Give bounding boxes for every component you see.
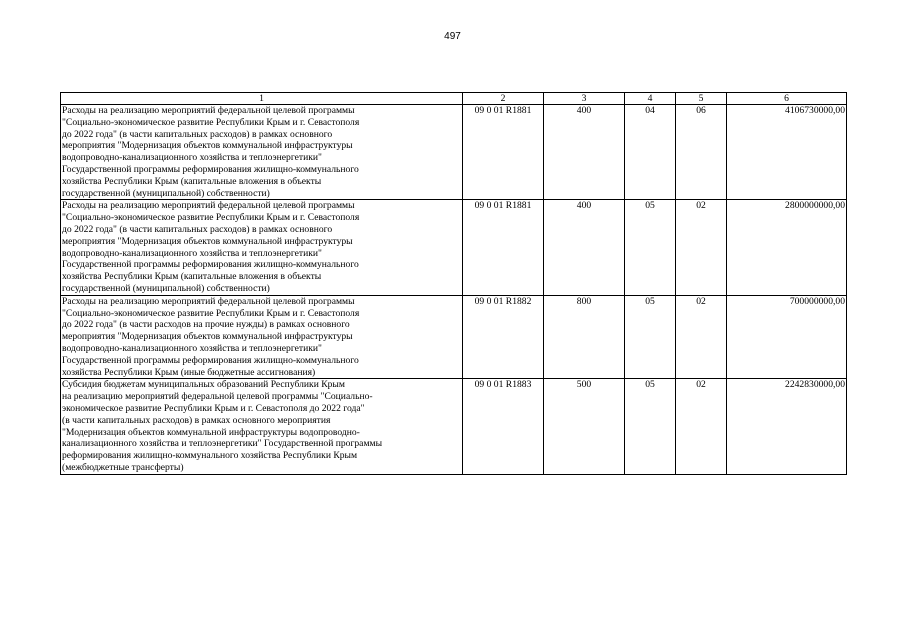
page-number: 497 (444, 31, 461, 42)
expense-name-line: Расходы на реализацию мероприятий федеральной целевой программы (62, 105, 355, 116)
header-cell-3: 3 (544, 93, 625, 105)
subsection-cell: 06 (676, 105, 727, 200)
amount-cell: 2242830000,00 (727, 379, 847, 474)
header-cell-1: 1 (61, 93, 463, 105)
header-cell-5: 5 (676, 93, 727, 105)
expense-name-line: Государственной программы реформирования жилищно-коммунального (62, 259, 359, 271)
expense-name-line: до 2022 года" (в части капитальных расходов) в рамках основного (62, 128, 333, 140)
expense-name-line: реформирования жилищно-коммунального хозяйства Республики Крым (62, 450, 358, 462)
expense-name-line: Расходы на реализацию мероприятий федеральной целевой программы (62, 295, 355, 307)
expense-name-line: мероприятия "Модернизация объектов коммунальной инфраструктуры (62, 235, 353, 247)
expense-name-line: экономическое развитие Республики Крым и г. Севастополя до 2022 года" (62, 402, 365, 414)
expense-name-line: на реализацию мероприятий федеральной целевой программы "Социально- (62, 391, 373, 403)
section-cell: 04 (625, 105, 676, 200)
expense-name-line: канализационного хозяйства и теплоэнергетики" Государственной программы (62, 438, 383, 450)
expense-name-line: водопроводно-канализационного хозяйства и теплоэнергетики" (62, 152, 322, 164)
expense-name-line: хозяйства Республики Крым (капитальные вложения в объекты (62, 271, 322, 283)
expense-name-line: "Социально-экономическое развитие Республики Крым и г. Севастополя (62, 212, 360, 224)
header-row (61, 93, 847, 105)
expense-name-cell (61, 295, 463, 379)
target-article-cell: 09 0 01 R1882 (463, 295, 544, 379)
expense-name-line: "Социально-экономическое развитие Республики Крым и г. Севастополя (62, 116, 360, 128)
expense-name-line: государственной (муниципальной) собственности) (62, 187, 270, 199)
expense-name-line: Государственной программы реформирования жилищно-коммунального (62, 354, 359, 366)
expense-name-line: государственной (муниципальной) собственности) (62, 282, 270, 294)
table-row (61, 379, 847, 474)
expense-name-line: "Социально-экономическое развитие Республики Крым и г. Севастополя (62, 307, 360, 319)
expense-type-cell: 400 (544, 200, 625, 295)
target-article-cell: 09 0 01 R1881 (463, 200, 544, 295)
amount-cell: 2800000000,00 (727, 200, 847, 295)
budget-table (60, 92, 847, 475)
subsection-cell: 02 (676, 295, 727, 379)
amount-cell: 4106730000,00 (727, 105, 847, 200)
expense-name-cell (61, 200, 463, 295)
expense-name-line: водопроводно-канализационного хозяйства и теплоэнергетики" (62, 247, 322, 259)
expense-name-line: мероприятия "Модернизация объектов коммунальной инфраструктуры (62, 140, 353, 152)
table-body (61, 105, 847, 475)
section-cell: 05 (625, 379, 676, 474)
expense-name-line: "Модернизация объектов коммунальной инфраструктуры водопроводно- (62, 426, 360, 438)
expense-name-line: Государственной программы реформирования жилищно-коммунального (62, 163, 359, 175)
expense-name-cell (61, 379, 463, 474)
header-cell-2: 2 (463, 93, 544, 105)
expense-name-line: (межбюджетные трансферты) (62, 461, 184, 473)
header-cell-4: 4 (625, 93, 676, 105)
header-cell-6: 6 (727, 93, 847, 105)
expense-name-line: до 2022 года" (в части капитальных расходов) в рамках основного (62, 223, 333, 235)
expense-type-cell: 500 (544, 379, 625, 474)
expense-name-line: мероприятия "Модернизация объектов коммунальной инфраструктуры (62, 331, 353, 343)
subsection-cell: 02 (676, 200, 727, 295)
expense-name-line: хозяйства Республики Крым (иные бюджетные ассигнования) (62, 366, 316, 378)
section-cell: 05 (625, 200, 676, 295)
table-row (61, 105, 847, 200)
expense-name-line: Расходы на реализацию мероприятий федеральной целевой программы (62, 200, 355, 212)
expense-name-cell (61, 105, 463, 200)
expense-type-cell: 400 (544, 105, 625, 200)
subsection-cell: 02 (676, 379, 727, 474)
table-row (61, 295, 847, 379)
target-article-cell: 09 0 01 R1881 (463, 105, 544, 200)
target-article-cell: 09 0 01 R1883 (463, 379, 544, 474)
expense-name-line: Субсидия бюджетам муниципальных образований Республики Крым (62, 379, 345, 391)
table-row (61, 200, 847, 295)
expense-name-line: хозяйства Республики Крым (капитальные вложения в объекты (62, 175, 322, 187)
expense-type-cell: 800 (544, 295, 625, 379)
amount-cell: 700000000,00 (727, 295, 847, 379)
expense-name-line: до 2022 года" (в части расходов на прочие нужды) в рамках основного (62, 319, 350, 331)
section-cell: 05 (625, 295, 676, 379)
expense-name-line: (в части капитальных расходов) в рамках основного мероприятия (62, 414, 331, 426)
expense-name-line: водопроводно-канализационного хозяйства и теплоэнергетики" (62, 342, 322, 354)
